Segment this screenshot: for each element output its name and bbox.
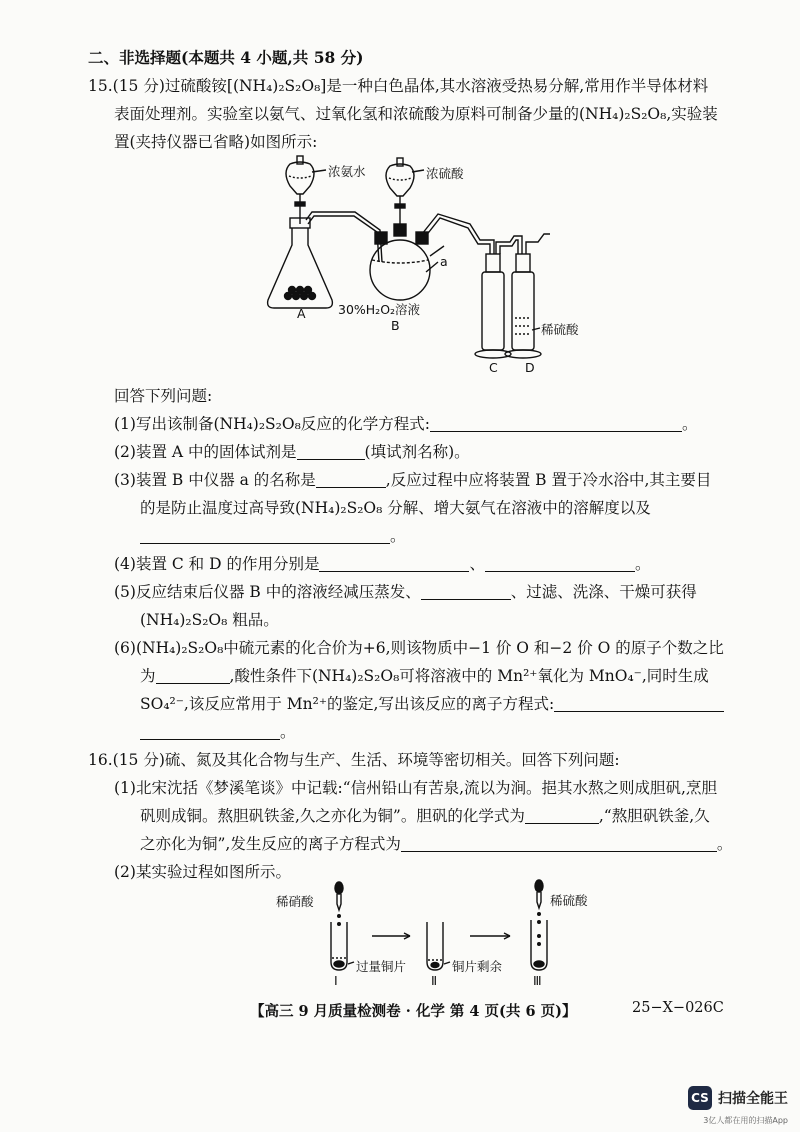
- section-title: 二、非选择题(本题共 4 小题,共 58 分): [88, 48, 364, 67]
- tube-2: [427, 922, 443, 970]
- q15-line3: 置(夹持仪器已省略)如图所示:: [114, 133, 318, 151]
- tube-a-b: [306, 212, 382, 262]
- q15-part3: (3)装置 B 中仪器 a 的名称是 ,反应过程中应将装置 B 置于冷水浴中,其主要目: [114, 471, 712, 489]
- tube-3: [531, 880, 547, 970]
- label-apparatus-d: D: [525, 360, 535, 375]
- label-dilute-h2so4: 稀硫酸: [541, 322, 579, 337]
- q15-part5: (5)反应结束后仪器 B 中的溶液经减压蒸发、 、过滤、洗涤、干燥可获得: [114, 583, 697, 601]
- q16-part1-line1: (1)北宋沈括《梦溪笔谈》中记载:“信州铅山有苦泉,流以为涧。挹其水熬之则成胆矾,烹胆: [114, 779, 717, 797]
- scanner-name: 扫描全能王: [718, 1091, 788, 1107]
- label-dilute-sulfuric: 稀硫酸: [550, 893, 588, 908]
- label-tube-3: Ⅲ: [533, 973, 542, 988]
- q15-part1: (1)写出该制备(NH₄)₂S₂O₈反应的化学方程式: 。: [114, 415, 698, 433]
- q16-part2: (2)某实验过程如图所示。: [114, 863, 291, 881]
- answer-blank-6c[interactable]: [140, 723, 280, 740]
- answer-blank-5[interactable]: [421, 583, 511, 600]
- label-apparatus-c: C: [489, 360, 498, 375]
- q16-part1-line2: 矾则成铜。熬胆矾铁釜,久之亦化为铜”。胆矾的化学式为 ,“熬胆矾铁釜,久: [140, 807, 710, 825]
- label-h2o2: 30%H₂O₂溶液: [338, 302, 421, 317]
- q15-part5-line2: (NH₄)₂S₂O₈ 粗品。: [140, 611, 279, 629]
- tube-b-c: [422, 214, 494, 254]
- label-apparatus-a: A: [297, 306, 306, 321]
- q15-part2: (2)装置 A 中的固体试剂是 (填试剂名称)。: [114, 443, 470, 461]
- tube-1: [331, 882, 347, 970]
- tube-c: [475, 254, 511, 358]
- answer-blank-1[interactable]: [430, 415, 682, 432]
- footer-code: 25−X−026C: [632, 1000, 724, 1016]
- q15-part3-line2: 的是防止温度过高导致(NH₄)₂S₂O₈ 分解、增大氨气在溶液中的溶解度以及: [140, 499, 651, 517]
- flask-b: [370, 224, 444, 300]
- q16-part1-line3: 之亦化为铜”,发生反应的离子方程式为 。: [140, 835, 733, 853]
- label-excess-copper: 过量铜片: [356, 959, 407, 974]
- footer-title: 【高三 9 月质量检测卷 · 化学 第 4 页(共 6 页)】: [250, 1003, 577, 1020]
- apparatus-diagram: [260, 150, 560, 372]
- answer-blank-4a[interactable]: [319, 555, 469, 572]
- answer-blank-3b[interactable]: [140, 527, 390, 544]
- flask-a: [268, 218, 333, 308]
- answer-blank-3a[interactable]: [316, 471, 386, 488]
- funnel-h2so4: [386, 158, 414, 224]
- q15-line2: 表面处理剂。实验室以氨气、过氧化氢和浓硫酸为原料可制备少量的(NH₄)₂S₂O₈,实验装: [114, 105, 718, 123]
- q15-line1: 15.(15 分)过硫酸铵[(NH₄)₂S₂O₈]是一种白色晶体,其水溶液受热易分解,常用作半导体材料: [88, 77, 709, 95]
- q15-part6-line4: 。: [140, 721, 296, 743]
- label-ammonia: 浓氨水: [328, 164, 366, 179]
- q15-part6-line3: SO₄²⁻,该反应常用于 Mn²⁺的鉴定,写出该反应的离子方程式:: [140, 693, 724, 715]
- q15-part6-line1: (6)(NH₄)₂S₂O₈中硫元素的化合价为+6,则该物质中−1 价 O 和−2 价 O 的原子个数之比: [114, 639, 724, 657]
- scanner-logo-icon: CS: [688, 1086, 712, 1110]
- label-copper-remaining: 铜片剩余: [452, 959, 503, 974]
- answer-blank-6a[interactable]: [156, 667, 230, 684]
- bottle-d: [505, 234, 550, 358]
- label-a: a: [440, 254, 448, 269]
- scanner-watermark: [688, 1086, 788, 1110]
- q15-part3-line3: 。: [140, 525, 406, 547]
- answer-blank-16b[interactable]: [401, 835, 717, 852]
- q16-line1: 16.(15 分)硫、氮及其化合物与生产、生活、环境等密切相关。回答下列问题:: [88, 751, 620, 769]
- label-tube-2: Ⅱ: [431, 973, 438, 988]
- label-concentrated-h2so4: 浓硫酸: [426, 166, 464, 181]
- answer-blank-4b[interactable]: [485, 555, 635, 572]
- label-dilute-nitric: 稀硝酸: [276, 894, 314, 909]
- q15-prompt: 回答下列问题:: [114, 387, 213, 405]
- scanner-tagline: 3亿人都在用的扫描App: [703, 1116, 788, 1125]
- label-apparatus-b: B: [391, 318, 400, 333]
- q15-part6-line2: 为 ,酸性条件下(NH₄)₂S₂O₈可将溶液中的 Mn²⁺氧化为 MnO₄⁻,同时生成: [140, 667, 709, 685]
- answer-blank-2[interactable]: [297, 443, 365, 460]
- test-tube-diagram: [310, 878, 570, 988]
- answer-blank-6b[interactable]: [554, 695, 724, 712]
- answer-blank-16a[interactable]: [525, 807, 599, 824]
- label-tube-1: Ⅰ: [334, 973, 338, 988]
- q15-part4: (4)装置 C 和 D 的作用分别是 、 。: [114, 555, 651, 573]
